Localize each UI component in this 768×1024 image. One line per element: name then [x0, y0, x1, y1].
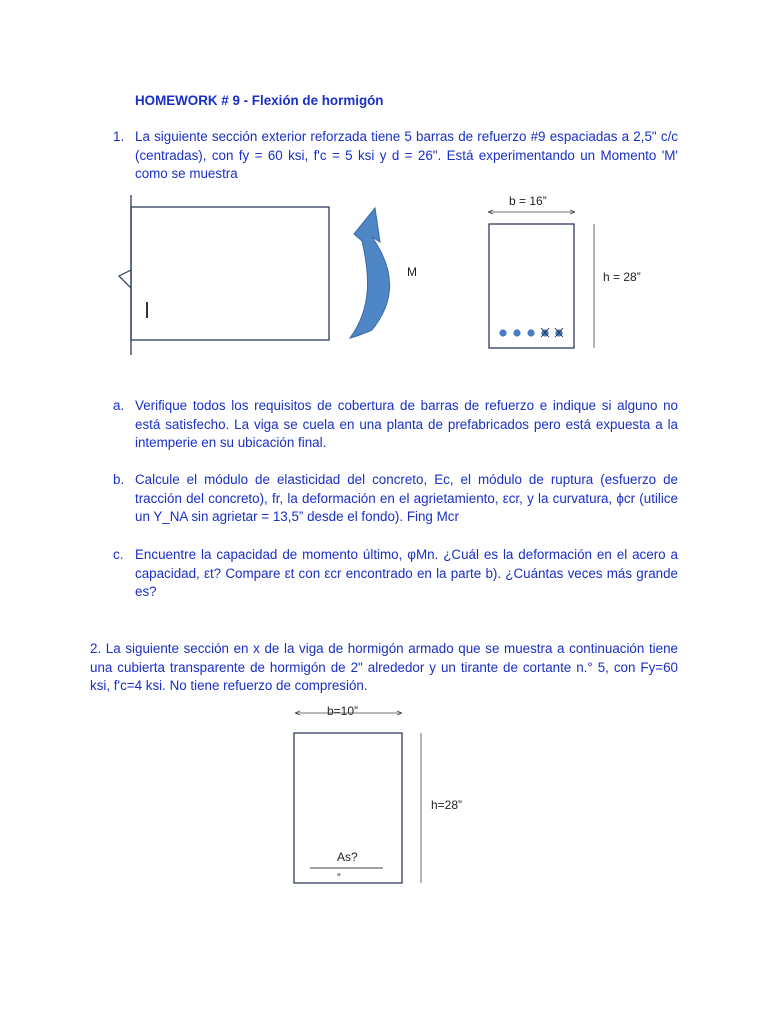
width-label: b = 16”	[509, 194, 547, 208]
item-a-text: Verifique todos los requisitos de cobertura de barras de refuerzo e indique si alguno no está satisfecho. La viga se cuela en una planta de prefabricados pero está expuesta a la intemperie en su ubicación final.	[135, 398, 678, 451]
support-triangle	[119, 270, 131, 288]
item-a	[113, 397, 678, 453]
item-a-marker: a.	[113, 398, 125, 413]
moment-label: M	[407, 265, 417, 279]
page-title: HOMEWORK # 9 - Flexión de hormigón	[135, 93, 384, 108]
item-c	[113, 546, 678, 602]
problem-1-number: 1.	[113, 129, 125, 144]
cross-section-1-figure	[480, 190, 670, 355]
width-label: b=10”	[327, 704, 359, 718]
item-c-marker: c.	[113, 547, 124, 562]
problem-2-statement: 2. La siguiente sección en x de la viga de hormigón armado que se muestra a continuación tiene una cubierta transparente de hormigón de 2" alrededor y un tirante de cortante n.° 5, con Fy=60 ksi, f'c=4 ksi. No tiene refuerzo de compresión.	[90, 641, 678, 694]
item-b-text: Calcule el módulo de elasticidad del concreto, Ec, el módulo de ruptura (esfuerzo de tracción del concreto), fr, la deformación en el agrietamiento, εcr, y la curvatura, ϕcr (utilice un Y_NA sin agrietar = 13,5” desde el fondo). Fing Mcr	[135, 472, 678, 525]
cross-section-2-figure	[285, 700, 485, 890]
tick-mark: ”	[337, 872, 341, 884]
moment-arrow-icon	[350, 208, 390, 338]
item-c-text: Encuentre la capacidad de momento último, φMn. ¿Cuál es la deformación en el acero a capacidad, εt? Compare εt con εcr encontrado en la parte b). ¿Cuántas veces más grande es?	[135, 547, 678, 600]
rebar	[499, 329, 506, 336]
height-label: h = 28”	[603, 270, 641, 284]
item-b	[113, 471, 678, 527]
height-label: h=28”	[431, 798, 463, 812]
item-b-marker: b.	[113, 472, 125, 487]
beam-body	[131, 207, 329, 340]
beam-elevation-figure	[110, 190, 440, 360]
rebar	[527, 329, 534, 336]
rebar	[513, 329, 520, 336]
problem-1-statement	[113, 128, 678, 184]
steel-label: As?	[337, 850, 358, 864]
problem-1-text: La siguiente sección exterior reforzada tiene 5 barras de refuerzo #9 espaciadas a 2,5" c/c (centradas), con fy = 60 ksi, f'c = 5 ksi y d = 26". Está experimentando un Momento 'M' como se muestra	[135, 129, 678, 182]
